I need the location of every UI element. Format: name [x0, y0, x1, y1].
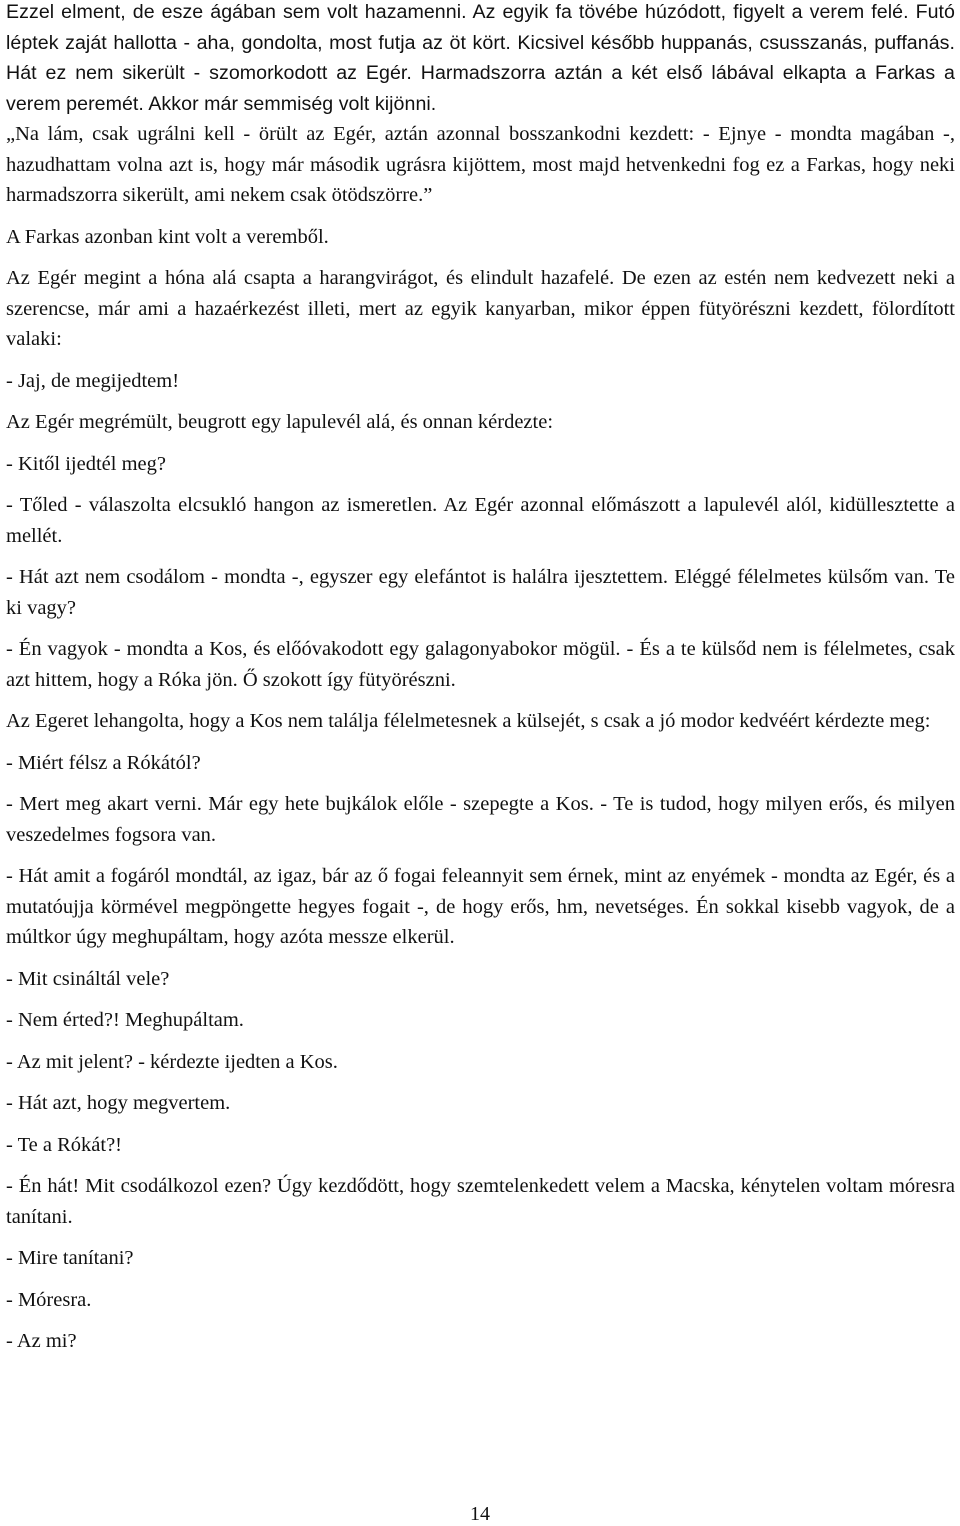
paragraph: Az Egér megint a hóna alá csapta a harangvirágot, és elindult hazafelé. De ezen az estén nem kedvezett neki a szerencse, már ami a hazaérkezést illeti, mert az egyik kanyarban, mikor éppen fütyörészni kezdett, fölordított valaki:	[6, 267, 955, 350]
paragraph: A Farkas azonban kint volt a veremből.	[6, 225, 329, 248]
paragraph: - Tőled - válaszolta elcsukló hangon az ismeretlen. Az Egér azonnal előmászott a lapulevél alól, kidüllesztette a mellét.	[6, 494, 955, 547]
paragraph: - Mire tanítani?	[6, 1247, 134, 1269]
document-page	[6, 0, 955, 1357]
paragraph: - Jaj, de megijedtem!	[6, 369, 180, 392]
paragraph: - Nem érted?! Meghupáltam.	[6, 1009, 244, 1031]
paragraph: - Én hát! Mit csodálkozol ezen? Úgy kezdődött, hogy szemtelenkedett velem a Macska, kénytelen voltam móresra tanítani.	[6, 1175, 955, 1228]
paragraph: - Hát azt, hogy megvertem.	[6, 1092, 231, 1114]
paragraph: - Kitől ijedtél meg?	[6, 452, 166, 475]
page-number: 14	[470, 1503, 490, 1525]
paragraph: - Hát azt nem csodálom - mondta -, egyszer egy elefántot is halálra ijesztettem. Eléggé félelmetes külsőm van. Te ki vagy?	[6, 566, 955, 619]
paragraph: - Móresra.	[6, 1288, 92, 1311]
paragraph: - Miért félsz a Rókától?	[6, 751, 201, 774]
paragraph: „Na lám, csak ugrálni kell - örült az Egér, aztán azonnal bosszankodni kezdett: - Ejnye - mondta magában -, hazudhattam volna azt is, hogy már második ugrásra kijöttem, most majd hetvenkedni fog ez a Farkas, hogy neki harmadszorra sikerült, ami nekem csak ötödszörre.”	[6, 123, 955, 206]
paragraph: - Az mit jelent? - kérdezte ijedten a Kos.	[6, 1050, 338, 1073]
paragraph: - Mert meg akart verni. Már egy hete bujkálok előle - szepegte a Kos. - Te is tudod, hogy milyen erős, és milyen veszedelmes fogsora van.	[6, 793, 955, 846]
paragraph: Az Egér megrémült, beugrott egy lapulevél alá, és onnan kérdezte:	[6, 411, 554, 433]
paragraph: - Mit csináltál vele?	[6, 967, 170, 990]
paragraph: - Hát amit a fogáról mondtál, az igaz, bár az ő fogai feleannyit sem érnek, mint az enyémek - mondta az Egér, és a mutatóujja körmével megpöngette hegyes fogait -, de hogy erős, hm, nevetséges. Én sokkal kisebb vagyok, de a múltkor úgy meghupáltam, hogy azóta messze elkerül.	[6, 865, 955, 948]
paragraph: - Az mi?	[6, 1330, 77, 1352]
paragraph: Ezzel elment, de esze ágában sem volt hazamenni. Az egyik fa tövébe húzódott, figyelt a verem felé. Futó léptek zaját hallotta - aha, gondolta, most futja az öt kört. Kicsivel később huppanás, csusszanás, puffanás. Hát ez nem sikerült - szomorkodott az Egér. Harmadszorra aztán a két első lábával elkapta a Farkas a verem peremét. Akkor már semmiség volt kijönni.	[6, 1, 955, 115]
opening-paragraph-block	[6, 0, 955, 119]
paragraph: - Én vagyok - mondta a Kos, és előóvakodott egy galagonyabokor mögül. - És a te külsőd nem is félelmetes, csak azt hittem, hogy a Róka jön. Ő szokott így fütyörészni.	[6, 638, 955, 691]
paragraph: Az Egeret lehangolta, hogy a Kos nem találja félelmetesnek a külsejét, s csak a jó modor kedvéért kérdezte meg:	[6, 710, 931, 732]
paragraph: - Te a Rókát?!	[6, 1133, 123, 1156]
